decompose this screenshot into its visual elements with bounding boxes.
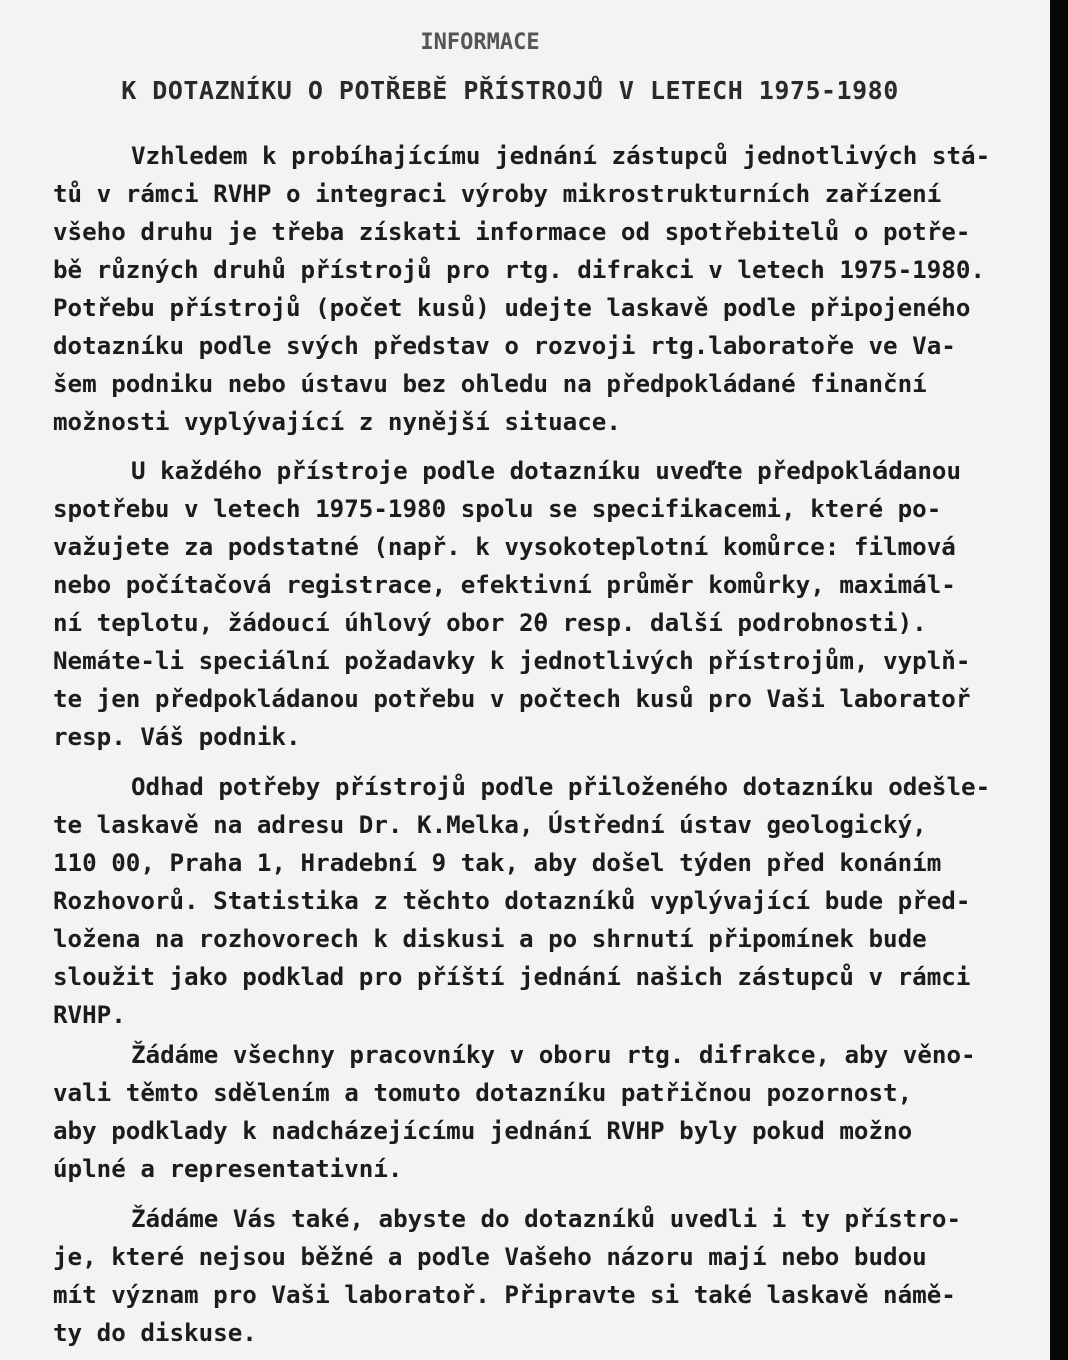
text-line: Nemáte-li speciální požadavky k jednotlivých přístrojům, vyplň- — [53, 647, 971, 675]
text-line: možnosti vyplývající z nynější situace. — [53, 408, 621, 436]
text-line: ní teplotu, žádoucí úhlový obor 2θ resp. další podrobnosti). — [53, 609, 927, 637]
text-line: Žádáme všechny pracovníky v oboru rtg. difrakce, aby věno- — [131, 1041, 976, 1069]
text-line: sloužit jako podklad pro příští jednání našich zástupců v rámci — [53, 963, 971, 991]
text-line: 110 00, Praha 1, Hradební 9 tak, aby došel týden před konáním — [53, 849, 942, 877]
document-heading: INFORMACE — [420, 30, 540, 55]
text-line: RVHP. — [53, 1001, 126, 1029]
text-line: Odhad potřeby přístrojů podle přiloženého dotazníku odešle- — [131, 773, 991, 801]
text-line: te laskavě na adresu Dr. K.Melka, Ústřední ústav geologický, — [53, 811, 927, 839]
text-line: aby podklady k nadcházejícímu jednání RVHP byly pokud možno — [53, 1117, 913, 1145]
text-line: nebo počítačová registrace, efektivní průměr komůrky, maximál- — [53, 571, 956, 599]
text-line: ložena na rozhovorech k diskusi a po shrnutí připomínek bude — [53, 925, 927, 953]
text-line: tů v rámci RVHP o integraci výroby mikrostrukturních zařízení — [53, 180, 942, 208]
document-subheading: K DOTAZNÍKU O POTŘEBĚ PŘÍSTROJŮ V LETECH 1975-1980 — [121, 76, 899, 105]
text-line: Vzhledem k probíhajícímu jednání zástupců jednotlivých stá- — [131, 142, 991, 170]
text-line: U každého přístroje podle dotazníku uveďte předpokládanou — [131, 457, 962, 485]
text-line: dotazníku podle svých představ o rozvoji rtg.laboratoře ve Va- — [53, 332, 956, 360]
text-line: važujete za podstatné (např. k vysokoteplotní komůrce: filmová — [53, 533, 956, 561]
text-line: všeho druhu je třeba získati informace od spotřebitelů o potře- — [53, 218, 971, 246]
text-line: te jen předpokládanou potřebu v počtech kusů pro Vaši laboratoř — [53, 685, 971, 713]
text-line: úplné a representativní. — [53, 1155, 403, 1183]
text-line: mít význam pro Vaši laboratoř. Připravte si také laskavě námě- — [53, 1281, 956, 1309]
text-line: vali těmto sdělením a tomuto dotazníku patřičnou pozornost, — [53, 1079, 913, 1107]
text-line: spotřebu v letech 1975-1980 spolu se specifikacemi, které po- — [53, 495, 942, 523]
scan-dark-edge — [1050, 0, 1068, 1360]
text-line: Potřebu přístrojů (počet kusů) udejte laskavě podle připojeného — [53, 294, 971, 322]
text-line: ty do diskuse. — [53, 1319, 257, 1347]
text-line: šem podniku nebo ústavu bez ohledu na předpokládané finanční — [53, 370, 927, 398]
text-line: Žádáme Vás také, abyste do dotazníků uvedli i ty přístro- — [131, 1205, 962, 1233]
text-line: je, které nejsou běžné a podle Vašeho názoru mají nebo budou — [53, 1243, 927, 1271]
text-line: Rozhovorů. Statistika z těchto dotazníků vyplývající bude před- — [53, 887, 971, 915]
text-line: bě různých druhů přístrojů pro rtg. difrakci v letech 1975-1980. — [53, 256, 985, 284]
text-line: resp. Váš podnik. — [53, 723, 301, 751]
